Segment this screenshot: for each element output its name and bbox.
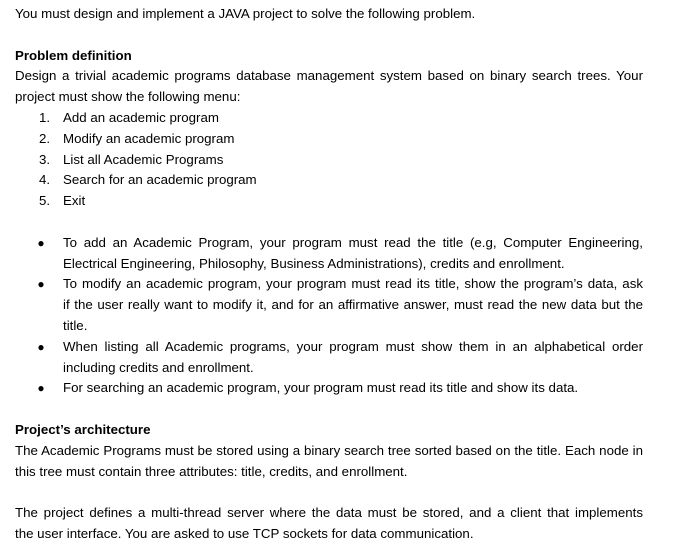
menu-item (15, 170, 643, 191)
bullet-dot-icon: ● (37, 235, 45, 250)
menu-item (15, 108, 643, 129)
menu-item-label: Modify an academic program (63, 130, 235, 146)
problem-paragraph-line-2: project must show the following menu: (15, 89, 241, 105)
bullet-line: To modify an academic program, your program must read its title, show the program’s data, ask (63, 276, 643, 292)
menu-item-number: 5. (39, 193, 51, 209)
spacer (15, 25, 643, 46)
spacer (15, 399, 643, 420)
requirements-bullet-list (15, 233, 643, 399)
bullet-line: When listing all Academic programs, your program must show them in an alphabetical order (63, 338, 643, 354)
menu-item-label: Search for an academic program (63, 172, 257, 188)
spacer (15, 482, 643, 503)
menu-item-label: Add an academic program (63, 109, 219, 125)
bullet-item (15, 337, 643, 379)
menu-item-label: List all Academic Programs (63, 151, 224, 167)
bullet-item (15, 378, 643, 399)
bullet-line: if the user really want to modify it, and for an affirmative answer, must read the new data but the (63, 297, 643, 313)
problem-heading: Problem definition (15, 47, 132, 63)
bullet-line: title. (63, 317, 88, 333)
menu-item-label: Exit (63, 193, 86, 209)
menu-item-number: 3. (39, 151, 51, 167)
architecture-paragraph-2-line-1: The project defines a multi-thread server where the data must be stored, and a client that implements (15, 505, 643, 521)
bullet-dot-icon: ● (37, 339, 45, 354)
problem-paragraph-line-1: Design a trivial academic programs database management system based on binary search trees. Your (15, 68, 643, 84)
bullet-item (15, 274, 643, 336)
bullet-line: To add an Academic Program, your program must read the title (e.g, Computer Engineering, (63, 234, 643, 250)
spacer (15, 212, 643, 233)
menu-list (15, 108, 643, 212)
menu-item-number: 1. (39, 109, 51, 125)
menu-item-number: 4. (39, 172, 51, 188)
document-page (15, 4, 643, 545)
bullet-dot-icon: ● (37, 277, 45, 292)
architecture-heading: Project’s architecture (15, 421, 151, 437)
menu-item (15, 191, 643, 212)
bullet-line: including credits and enrollment. (63, 359, 254, 375)
architecture-paragraph-1-line-1: The Academic Programs must be stored using a binary search tree sorted based on the title. Each node in (15, 442, 643, 458)
bullet-item (15, 233, 643, 275)
menu-item-number: 2. (39, 130, 51, 146)
bullet-dot-icon: ● (37, 381, 45, 396)
menu-item (15, 129, 643, 150)
architecture-paragraph-2-line-2: the user interface. You are asked to use TCP sockets for data communication. (15, 525, 474, 541)
bullet-line: For searching an academic program, your program must read its title and show its data. (63, 380, 579, 396)
bullet-line: Electrical Engineering, Philosophy, Business Administrations), credits and enrollment. (63, 255, 565, 271)
menu-item (15, 150, 643, 171)
intro-text: You must design and implement a JAVA project to solve the following problem. (15, 6, 476, 21)
architecture-paragraph-1-line-2: this tree must contain three attributes: title, credits, and enrollment. (15, 463, 408, 479)
